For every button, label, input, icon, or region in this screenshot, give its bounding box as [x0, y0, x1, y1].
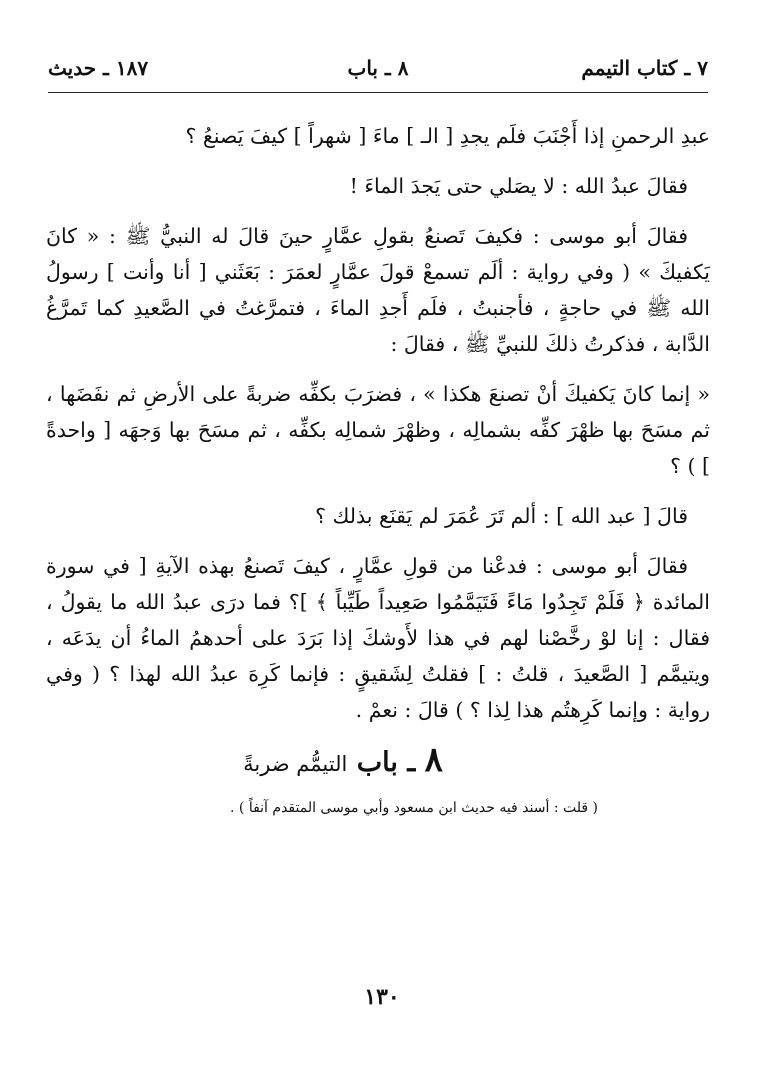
editor-note: ( قلت : أسند فيه حديث ابن مسعود وأبي موسى المتقدم آنفاً ) .	[230, 800, 598, 816]
header-hadith-number: ١٨٧ ـ حديث	[48, 56, 149, 80]
paragraph-3: فقالَ أبو موسى : فكيفَ تَصنعُ بقولِ عمَّارٍ حينَ قالَ له النبيُّ ﷺ : « كانَ يَكفيكَ » ( وفي رواية : ألَم تسمعْ قولَ عمَّارٍ لعمَرَ : بَعَثَني [ أنا وأنت ] رسولُ الله ﷺ في حاجةٍ ، فأجنبتُ ، فلَم أَجدِ الماءَ ، فتمرَّغتُ في الصَّعيدِ كما تَمرَّغُ الدَّابة ، فذكرتُ ذلكَ للنبيِّ ﷺ ، فقالَ :	[46, 224, 710, 356]
chapter-heading	[46, 742, 710, 782]
chapter-number: ٨	[424, 740, 443, 780]
paragraph-5: قالَ [ عبد الله ] : ألم تَرَ عُمَرَ لم يَقنَع بذلك ؟	[315, 504, 688, 528]
chapter-title: باب	[356, 747, 398, 778]
header-divider	[48, 92, 708, 93]
header-book-title: ٧ ـ كتاب التيمم	[581, 56, 708, 80]
running-header	[48, 56, 708, 96]
chapter-dash: ـ	[407, 747, 416, 778]
body-text	[46, 118, 710, 826]
paragraph-1: عبدِ الرحمنِ إذا أَجْنَبَ فلَم يجدِ [ الـ ] ماءَ [ شهراً ] كيفَ يَصنعُ ؟	[185, 124, 710, 148]
paragraph-6: فقالَ أبو موسى : فدعْنا من قولِ عمَّارٍ ، كيفَ تَصنعُ بهذه الآيةِ [ في سورة المائدة ﴿ فَلَمْ تَجِدُوا مَاءً فَتَيَمَّمُوا صَعِيداً طَيِّباً ﴾ ]؟ فما درَى عبدُ الله ما يقولُ ، فقال : إنا لوْ رخَّصْنا لهم في هذا لأَوشكَ إذا بَرَدَ على أحدهمُ الماءُ أن يدَعَه ، ويتيمَّم [ الصَّعيدَ ، قلتُ : ] فقلتُ لِشَقيقٍ : فإنما كَرِهَ عبدُ الله لهذا ؟ ( وفي رواية : وإنما كَرِهتُم هذا لِذا ؟ ) قالَ : نعمْ .	[46, 554, 710, 722]
page-number: ١٣٠	[364, 984, 400, 1010]
header-chapter: ٨ ـ باب	[347, 56, 409, 80]
paragraph-4: « إنما كانَ يَكفيكَ أنْ تصنعَ هكذا » ، فضرَبَ بكفِّه ضربةً على الأرضِ ثم نفَضَها ، ثم مسَحَ بها ظهْرَ كفِّه بشمالِه ، وظهْرَ شمالِه بكفِّه ، ثم مسَحَ بها وَجهَه [ واحدةً ] ) ؟	[46, 382, 710, 478]
chapter-subtitle: التيمُّم ضربةً	[243, 752, 348, 776]
paragraph-2: فقالَ عبدُ الله : لا يصَلي حتى يَجدَ الماءَ !	[349, 174, 688, 198]
